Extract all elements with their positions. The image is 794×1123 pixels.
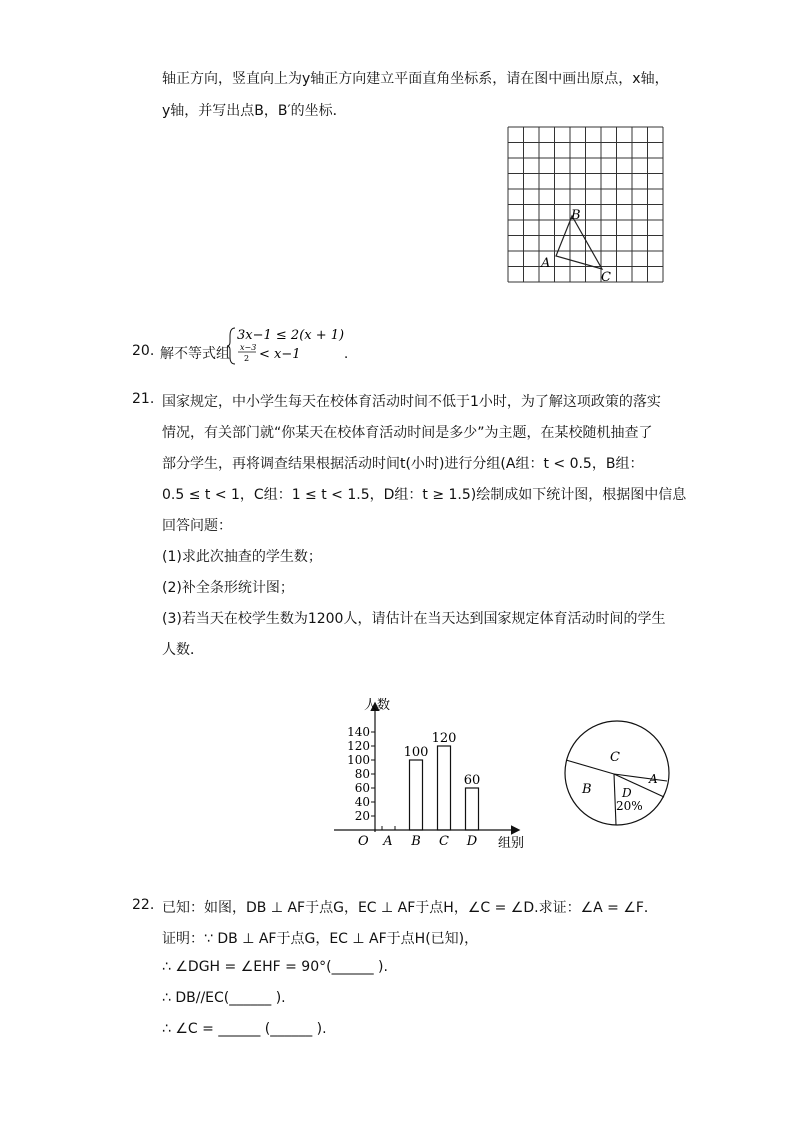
q20-number: 20. [132, 343, 155, 359]
y-tick-label: 120 [347, 739, 370, 753]
grid-figure [500, 120, 670, 290]
y-tick-label: 100 [347, 753, 370, 767]
x-category-label: C [439, 834, 449, 849]
y-axis-label: 人数 [364, 698, 391, 713]
q21-line-9: 人数． [162, 642, 204, 658]
q22-line-3: ∴ ∠DGH = ∠EHF = 90°(______ ). [162, 959, 388, 975]
q21-line-3: 部分学生，再将调查结果根据活动时间t(小时)进行分组(A组：t < 0.5，B组： [162, 456, 644, 472]
triangle-abc [556, 216, 602, 269]
fraction-numerator: x−3 [240, 343, 257, 352]
q21-line-2: 情况，有关部门就“你某天在校体育活动时间是多少”为主题，在某校随机抽查了 [162, 425, 653, 441]
y-tick-label: 60 [354, 781, 370, 795]
point-c-label: C [601, 270, 611, 285]
q21-line-7: (2)补全条形统计图； [162, 580, 294, 596]
q20-prefix: 解不等式组 [160, 346, 230, 362]
q20-system [226, 325, 366, 367]
q20-end: . [344, 347, 349, 362]
q19-line-1: 轴正方向，竖直向上为y轴正方向建立平面直角坐标系，请在图中画出原点，x轴， [162, 71, 669, 87]
fraction-denominator: 2 [244, 354, 250, 363]
system-brace [227, 328, 235, 364]
pie-divider-bc [566, 760, 614, 774]
q22-line-2: 证明：∵ DB ⊥ AF于点G，EC ⊥ AF于点H(已知)， [162, 931, 479, 947]
q19-line-2: y轴，并写出点B，B′的坐标． [162, 103, 347, 119]
y-tick-label: 20 [354, 809, 370, 823]
x-category-label: D [466, 834, 478, 849]
inequality-2: < x−1 [259, 347, 301, 362]
pie-label-a: A [649, 772, 658, 786]
point-b-label: B [571, 208, 581, 223]
q22-line-4: ∴ DB//EC(______ ). [162, 990, 286, 1006]
x-category-label: B [411, 834, 421, 849]
bar-chart [328, 692, 538, 857]
bar-d [466, 788, 479, 830]
bar-value-label: 100 [403, 745, 429, 760]
y-tick-label: 40 [354, 795, 370, 809]
pie-label-b: B [582, 782, 592, 797]
q21-line-1: 国家规定，中小学生每天在校体育活动时间不低于1小时，为了解这项政策的落实 [162, 394, 661, 410]
y-tick-label: 140 [347, 725, 370, 739]
q21-number: 21. [132, 391, 155, 407]
bar-value-label: 120 [431, 731, 457, 746]
x-category-label: A [383, 834, 393, 849]
pie-chart [560, 720, 700, 828]
q21-line-6: (1)求此次抽查的学生数； [162, 549, 322, 565]
pie-label-c: C [610, 750, 620, 765]
inequality-1: 3x−1 ≤ 2(x + 1) [237, 328, 345, 343]
pie-percent-d: 20% [616, 799, 643, 813]
bar-b [410, 760, 423, 830]
q22-line-5: ∴ ∠C = ______ (______ ). [162, 1021, 327, 1037]
q22-number: 22. [132, 897, 155, 913]
q21-line-8: (3)若当天在校学生数为1200人，请估计在当天达到国家规定体育活动时间的学生 [162, 611, 666, 627]
x-axis-label: 组别 [498, 836, 525, 851]
origin-label: O [358, 834, 369, 849]
q21-line-5: 回答问题： [162, 518, 232, 534]
y-tick-label: 80 [354, 767, 370, 781]
q21-line-4: 0.5 ≤ t < 1，C组：1 ≤ t < 1.5，D组：t ≥ 1.5)绘制成如下统计图，根据图中信息 [162, 487, 687, 503]
bar-c [438, 746, 451, 830]
pie-label-d: D [622, 786, 632, 800]
q22-line-1: 已知：如图，DB ⊥ AF于点G，EC ⊥ AF于点H，∠C = ∠D.求证：∠A = ∠F． [162, 900, 658, 916]
bar-value-label: 60 [463, 773, 481, 788]
point-a-label: A [541, 256, 551, 271]
